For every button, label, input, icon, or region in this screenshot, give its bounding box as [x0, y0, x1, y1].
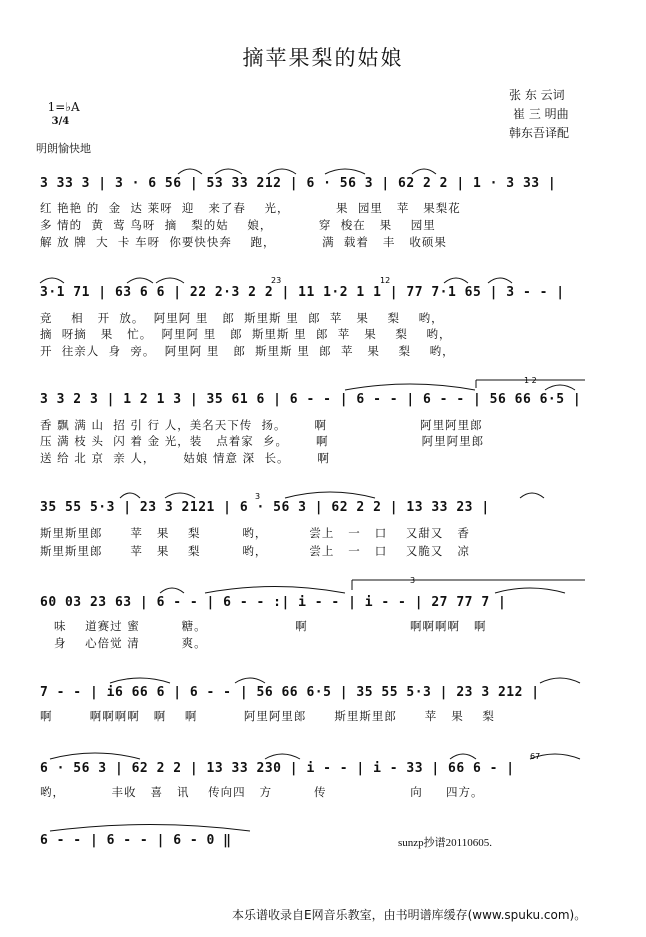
slur: [450, 754, 476, 759]
lyric-line-3-verse-3: 送 给 北 京 亲 人， 姑娘 情意 深 长。 啊: [40, 451, 330, 465]
slur: [50, 825, 250, 832]
lyric-line-2-verse-2: 摘 呀摘 果 忙。 阿里阿 里 郎 斯里斯 里 郎 苹 果 梨 哟，: [40, 327, 452, 341]
slur: [165, 493, 195, 498]
key-label: 1=♭A: [47, 100, 80, 114]
slur: [160, 588, 184, 593]
lyric-line-3-verse-1: 香 飘 满 山 招 引 行 人，美名天下传 扬。 啊 阿里阿里郎: [40, 418, 483, 432]
slur: [285, 492, 375, 498]
score-line-4: 35 55 5·3 | 23 3 2121 | 6 · 56 3 | 62 2 2 | 13 33 23 |: [40, 500, 490, 515]
lyric-line-4-verse-2: 斯里斯里郎 苹 果 梨 哟， 尝上 一 口 又脆又 凉: [40, 544, 470, 558]
tempo-marking: 明朗愉快地: [36, 142, 91, 155]
slur: [325, 169, 365, 174]
slur: [120, 493, 140, 498]
slur: [265, 754, 300, 759]
slur: [530, 754, 580, 759]
key-signature: [40, 86, 80, 128]
grace-note: 12: [380, 276, 391, 285]
transcriber-signature: sunzp抄谱20110605.: [398, 837, 493, 849]
page-title: 摘苹果梨的姑娘: [242, 46, 404, 70]
lyric-line-3-verse-2: 压 满 枝 头 闪 着 金 光，装 点着家 乡。 啊 阿里阿里郎: [40, 434, 485, 448]
slur: [178, 169, 202, 174]
lyric-line-5-verse-1: 味 道赛过 蜜 糖。 啊 啊啊啊啊 啊: [40, 619, 487, 633]
slur: [268, 169, 296, 174]
score-line-5: 60 03 23 63 | 6 - - | 6 - - :| i - - | i - - | 27 77 7 |: [40, 595, 507, 610]
tuplet-label: 3: [255, 492, 261, 501]
lyricist-credit: 张 东 云词: [509, 88, 565, 102]
slur: [205, 587, 345, 594]
volta-label: 3: [410, 576, 416, 585]
slur: [40, 278, 64, 283]
slur: [444, 278, 468, 283]
score-line-7: 6 · 56 3 | 62 2 2 | 13 33 230 | i - - | i - 33 | 66 6 - |: [40, 761, 515, 776]
slur: [545, 385, 575, 390]
slur: [235, 678, 265, 683]
grace-note: 67: [530, 752, 541, 761]
composer-credit: 崔 三 明曲: [513, 107, 569, 121]
volta-label: 1 2: [524, 376, 537, 385]
lyric-line-2-verse-3: 开 往亲人 身 旁。 阿里阿 里 郎 斯里斯 里 郎 苹 果 梨 哟，: [40, 344, 455, 358]
time-signature: 3/4: [51, 116, 70, 127]
slur: [50, 753, 140, 759]
score-line-1: 3 33 3 | 3 · 6 56 | 53 33 212 | 6 · 56 3 | 62 2 2 | 1 · 3 33 |: [40, 176, 557, 191]
slur: [412, 169, 436, 174]
score-line-8: 6 - - | 6 - - | 6 - 0 ‖: [40, 833, 232, 848]
lyric-line-1-verse-2: 多 情的 黄 莺 鸟呀 摘 梨的姑 娘， 穿 梭在 果 园里: [40, 218, 436, 232]
score-line-6: 7 - - | i6 66 6 | 6 - - | 56 66 6·5 | 35 55 5·3 | 23 3 212 |: [40, 685, 540, 700]
slur: [127, 278, 153, 283]
lyric-line-1-verse-1: 红 艳艳 的 金 达 莱呀 迎 来了春 光， 果 园里 苹 果梨花: [40, 201, 461, 215]
lyric-line-4-verse-1: 斯里斯里郎 苹 果 梨 哟， 尝上 一 口 又甜又 香: [40, 526, 470, 540]
slur: [110, 678, 170, 683]
lyric-line-6-verse-1: 啊 啊啊啊啊 啊 啊 阿里阿里郎 斯里斯里郎 苹 果 梨: [40, 709, 495, 723]
slur: [495, 588, 565, 593]
lyric-line-2-verse-1: 竞 相 开 放。 阿里阿 里 郎 斯里斯 里 郎 苹 果 梨 哟，: [40, 311, 444, 325]
score-line-2: 3·1 71 | 63 6 6 | 22 2·3 2 2 | 11 1·2 1 1 | 77 7·1 65 | 3 - - |: [40, 285, 565, 300]
slur: [520, 493, 544, 498]
slur: [540, 678, 580, 683]
grace-note: 23: [271, 276, 282, 285]
slur: [215, 169, 242, 174]
lyric-line-1-verse-3: 解 放 牌 大 卡 车呀 你要快快奔 跑， 满 载着 丰 收硕果: [40, 235, 447, 249]
source-footer: 本乐谱收录自E网音乐教室，由书明谱库缓存(www.spuku.com)。: [232, 908, 587, 922]
slur: [488, 278, 512, 283]
lyric-line-5-verse-2: 身 心倍觉 清 爽。: [40, 636, 207, 650]
score-line-3: 3 3 2 3 | 1 2 1 3 | 35 61 6 | 6 - - | 6 - - | 6 - - | 56 66 6·5 |: [40, 392, 582, 407]
slur: [156, 278, 184, 283]
lyric-line-7-verse-1: 哟， 丰收 喜 讯 传向四 方 传 向 四方。: [40, 785, 484, 799]
translator-credit: 韩东吾译配: [509, 126, 570, 140]
slur: [345, 384, 475, 390]
